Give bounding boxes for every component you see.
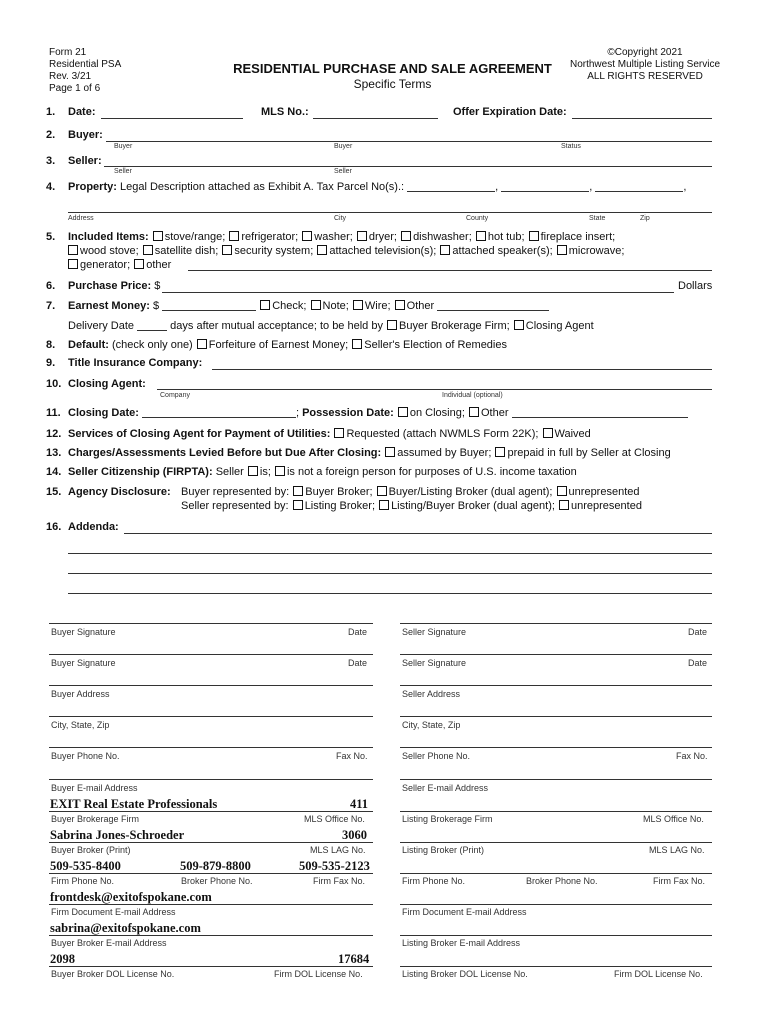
- checkbox[interactable]: [229, 231, 239, 241]
- broker-dol-label: Buyer Broker DOL License No.: [51, 969, 175, 979]
- item-1: 1. Date:: [46, 106, 96, 118]
- copyright-rights: ALL RIGHTS RESERVED: [587, 71, 703, 82]
- seller-city-label: City, State, Zip: [402, 720, 461, 730]
- buyer-phone-line[interactable]: [49, 747, 373, 748]
- state-sub: State: [589, 215, 606, 222]
- buyer-address-line[interactable]: [49, 685, 373, 686]
- page-number: Page 1 of 6: [49, 83, 101, 94]
- listing-mls-office-label: MLS Office No.: [643, 814, 704, 824]
- mls-label: MLS No.:: [261, 106, 309, 118]
- copyright-org: Northwest Multiple Listing Service: [569, 59, 721, 70]
- firm-email-label: Firm Document E-mail Address: [51, 907, 176, 917]
- utilities-label: Services of Closing Agent for Payment of Utilities:: [68, 428, 331, 440]
- earnest-money-label: Earnest Money:: [68, 300, 150, 312]
- title-insurance-label: Title Insurance Company:: [68, 357, 203, 369]
- seller-signature-line-2[interactable]: [400, 654, 712, 655]
- page-title: RESIDENTIAL PURCHASE AND SALE AGREEMENT: [233, 61, 552, 76]
- zip-sub: Zip: [640, 215, 650, 222]
- checkbox[interactable]: [197, 339, 207, 349]
- checkbox[interactable]: [387, 320, 397, 330]
- mls-lag-value: 3060: [342, 828, 367, 842]
- closing-agent-label: Closing Agent:: [68, 378, 146, 390]
- county-sub: County: [466, 215, 489, 222]
- item-3: 3. Seller:: [46, 155, 102, 167]
- checkbox[interactable]: [311, 300, 321, 310]
- checkbox[interactable]: [401, 231, 411, 241]
- seller-signature-label-1: Seller Signature: [402, 627, 467, 637]
- offer-expiration-field[interactable]: [572, 118, 712, 119]
- agency-label: Agency Disclosure:: [68, 486, 171, 498]
- mls-field[interactable]: [313, 118, 438, 119]
- checkbox[interactable]: [153, 231, 163, 241]
- checkbox[interactable]: [260, 300, 270, 310]
- listing-phones-line[interactable]: [400, 873, 712, 874]
- buyer-represented: Buyer represented by: Buyer Broker; Buyer/Listing Broker (dual agent); unrepresented: [181, 486, 640, 498]
- dol-line[interactable]: [49, 966, 373, 967]
- checkbox[interactable]: [357, 231, 367, 241]
- listing-firm-label: Listing Brokerage Firm: [402, 814, 493, 824]
- listing-firm-dol-label: Firm DOL License No.: [614, 969, 703, 979]
- date-label-1: Date: [348, 627, 368, 637]
- item-6: 6. Purchase Price: $: [46, 280, 161, 292]
- copyright-line: ©Copyright 2021: [607, 47, 683, 58]
- seller-city-line[interactable]: [400, 716, 712, 717]
- broker-email-value: sabrina@exitofspokane.com: [50, 921, 201, 935]
- checkbox[interactable]: [476, 231, 486, 241]
- buyer-email-label: Buyer E-mail Address: [51, 783, 138, 793]
- firm-email-line[interactable]: [49, 904, 373, 905]
- form-number: Form 21: [49, 47, 87, 58]
- buyer-firm-value: EXIT Real Estate Professionals: [50, 797, 218, 811]
- buyer-sub-2: Buyer: [334, 143, 353, 150]
- checkbox[interactable]: [248, 466, 258, 476]
- buyer-label: Buyer:: [68, 129, 103, 141]
- listing-firm-fax-label: Firm Fax No.: [653, 876, 706, 886]
- firm-dol-label: Firm DOL License No.: [274, 969, 363, 979]
- purchase-price-label: Purchase Price:: [68, 280, 152, 292]
- listing-dol-label: Listing Broker DOL License No.: [402, 969, 528, 979]
- company-sub: Company: [160, 392, 190, 399]
- checkbox[interactable]: [495, 447, 505, 457]
- closing-date-label: Closing Date:: [68, 407, 139, 419]
- offer-expiration-label: Offer Expiration Date:: [453, 106, 567, 118]
- addenda-label: Addenda:: [68, 521, 119, 533]
- seller-address-line[interactable]: [400, 685, 712, 686]
- city-sub: City: [334, 215, 347, 222]
- page-subtitle: Specific Terms: [353, 77, 432, 91]
- buyer-signature-line-1[interactable]: [49, 623, 373, 624]
- form-revision: Rev. 3/21: [49, 71, 92, 82]
- buyer-address-label: Buyer Address: [51, 689, 110, 699]
- seller-field[interactable]: [104, 166, 712, 167]
- addenda-line-4[interactable]: [68, 593, 712, 594]
- seller-label: Seller:: [68, 155, 102, 167]
- buyer-signature-label-2: Buyer Signature: [51, 658, 116, 668]
- checkbox[interactable]: [395, 300, 405, 310]
- title-insurance-field[interactable]: [212, 369, 712, 370]
- checkbox[interactable]: [302, 231, 312, 241]
- seller-address-label: Seller Address: [402, 689, 461, 699]
- checkbox[interactable]: [68, 245, 78, 255]
- buyer-phone-label: Buyer Phone No.: [51, 751, 120, 761]
- seller-email-line[interactable]: [400, 779, 712, 780]
- item-5-row-2: wood stove; satellite dish; security system; attached television(s); attached speaker(s); microwave;: [67, 245, 624, 257]
- delivery-line: Delivery Date days after mutual acceptance; to be held by Buyer Brokerage Firm; Closing Agent: [68, 320, 594, 332]
- buyer-signature-line-2[interactable]: [49, 654, 373, 655]
- broker-email-line[interactable]: [49, 935, 373, 936]
- seller-phone-label: Seller Phone No.: [402, 751, 471, 761]
- buyer-broker-line[interactable]: [49, 842, 373, 843]
- checkbox[interactable]: [529, 231, 539, 241]
- listing-broker-label: Listing Broker (Print): [402, 845, 485, 855]
- listing-firm-email-label: Firm Document E-mail Address: [402, 907, 527, 917]
- checkbox[interactable]: [379, 500, 389, 510]
- buyer-status: Status: [561, 143, 581, 150]
- broker-phone-label: Broker Phone No.: [181, 876, 253, 886]
- listing-broker-line[interactable]: [400, 842, 712, 843]
- checkbox[interactable]: [334, 428, 344, 438]
- included-items-label: Included Items:: [68, 231, 149, 243]
- checkbox[interactable]: [134, 259, 144, 269]
- checkbox[interactable]: [222, 245, 232, 255]
- possession-other-field[interactable]: [512, 407, 688, 418]
- checkbox[interactable]: [385, 447, 395, 457]
- mls-office-label: MLS Office No.: [304, 814, 365, 824]
- property-address-field[interactable]: [68, 212, 712, 213]
- firm-phone-label: Firm Phone No.: [51, 876, 115, 886]
- listing-firm-line[interactable]: [400, 811, 712, 812]
- item-15: 15. Agency Disclosure:: [46, 486, 171, 498]
- addenda-line-1[interactable]: [124, 533, 712, 534]
- firm-dol-value: 17684: [338, 952, 370, 966]
- seller-phone-line[interactable]: [400, 747, 712, 748]
- individual-sub: Individual (optional): [442, 392, 503, 399]
- earnest-money-field[interactable]: [162, 300, 256, 311]
- charges-label: Charges/Assessments Levied Before but Due After Closing:: [68, 447, 382, 459]
- buyer-broker-label: Buyer Broker (Print): [51, 845, 131, 855]
- checkbox[interactable]: [514, 320, 524, 330]
- item-11: 11. Closing Date: ; Possession Date: on Closing; Other: [46, 407, 688, 419]
- checkbox[interactable]: [317, 245, 327, 255]
- property-text: Legal Description attached as Exhibit A. Tax Parcel No(s).:: [119, 181, 405, 193]
- date-label-2: Date: [348, 658, 368, 668]
- seller-signature-label-2: Seller Signature: [402, 658, 467, 668]
- listing-mls-lag-label: MLS LAG No.: [649, 845, 705, 855]
- buyer-signature-label-1: Buyer Signature: [51, 627, 116, 637]
- listing-email-label: Listing Broker E-mail Address: [402, 938, 521, 948]
- seller-represented: Seller represented by: Listing Broker; Listing/Buyer Broker (dual agent); unrepresented: [181, 500, 642, 512]
- firm-email-value: frontdesk@exitofspokane.com: [50, 890, 212, 904]
- checkbox[interactable]: [557, 486, 567, 496]
- default-label: Default:: [68, 339, 109, 351]
- buyer-firm-line[interactable]: [49, 811, 373, 812]
- checkbox[interactable]: [293, 500, 303, 510]
- firm-fax-value: 509-535-2123: [299, 859, 370, 873]
- listing-email-line[interactable]: [400, 935, 712, 936]
- broker-email-label: Buyer Broker E-mail Address: [51, 938, 167, 948]
- buyer-broker-value: Sabrina Jones-Schroeder: [50, 828, 185, 842]
- copyright-block: [560, 47, 730, 83]
- checkbox[interactable]: [377, 486, 387, 496]
- checkbox[interactable]: [275, 466, 285, 476]
- purchase-price-field[interactable]: [162, 292, 674, 293]
- item-10: 10. Closing Agent:: [46, 378, 146, 390]
- date-label-3: Date: [688, 627, 708, 637]
- item-13: 13. Charges/Assessments Levied Before but Due After Closing: assumed by Buyer; prepaid in full by Seller at Closing: [46, 447, 671, 459]
- item-8: 8. Default: (check only one) Forfeiture of Earnest Money; Seller's Election of Remedies: [46, 339, 507, 351]
- phones-line[interactable]: [49, 873, 373, 874]
- item-7: 7. Earnest Money: $ Check; Note; Wire; Other: [46, 300, 549, 312]
- item-14: 14. Seller Citizenship (FIRPTA): Seller is; is not a foreign person for purposes of U.S. income taxation: [46, 466, 577, 478]
- checkbox[interactable]: [68, 259, 78, 269]
- listing-firm-email-line[interactable]: [400, 904, 712, 905]
- date-label-4: Date: [688, 658, 708, 668]
- delivery-days-field[interactable]: [137, 320, 167, 331]
- item-2: 2. Buyer:: [46, 129, 103, 141]
- seller-sub-2: Seller: [334, 168, 352, 175]
- checkbox[interactable]: [557, 245, 567, 255]
- firm-phone-value: 509-535-8400: [50, 859, 121, 873]
- seller-signature-line-1[interactable]: [400, 623, 712, 624]
- checkbox[interactable]: [398, 407, 408, 417]
- other-items-field[interactable]: [188, 270, 712, 271]
- closing-agent-field[interactable]: [157, 389, 712, 390]
- item-12: 12. Services of Closing Agent for Payment of Utilities: Requested (attach NWMLS Form 22K); Waived: [46, 428, 591, 440]
- seller-email-label: Seller E-mail Address: [402, 783, 489, 793]
- checkbox[interactable]: [543, 428, 553, 438]
- broker-dol-value: 2098: [50, 952, 75, 966]
- broker-phone-value: 509-879-8800: [180, 859, 251, 873]
- possession-date-label: Possession Date:: [302, 407, 394, 419]
- listing-dol-line[interactable]: [400, 966, 712, 967]
- firpta-label: Seller Citizenship (FIRPTA):: [68, 466, 213, 478]
- form-name: Residential PSA: [49, 59, 122, 70]
- checkbox[interactable]: [559, 500, 569, 510]
- checkbox[interactable]: [143, 245, 153, 255]
- closing-date-field[interactable]: [142, 407, 296, 418]
- addenda-line-2[interactable]: [68, 553, 712, 554]
- checkbox[interactable]: [469, 407, 479, 417]
- listing-firm-phone-label: Firm Phone No.: [402, 876, 466, 886]
- buyer-city-label: City, State, Zip: [51, 720, 110, 730]
- checkbox[interactable]: [353, 300, 363, 310]
- item-4: 4. Property: Legal Description attached as Exhibit A. Tax Parcel No(s).: , , ,: [46, 181, 687, 193]
- item-16: 16. Addenda:: [46, 521, 119, 533]
- addenda-line-3[interactable]: [68, 573, 712, 574]
- buyer-city-line[interactable]: [49, 716, 373, 717]
- mls-office-value: 411: [350, 797, 369, 811]
- firm-fax-label: Firm Fax No.: [313, 876, 366, 886]
- checkbox[interactable]: [440, 245, 450, 255]
- checkbox[interactable]: [352, 339, 362, 349]
- dollars-label: Dollars: [678, 280, 713, 292]
- address-sub: Address: [68, 215, 94, 222]
- buyer-firm-label: Buyer Brokerage Firm: [51, 814, 140, 824]
- checkbox[interactable]: [293, 486, 303, 496]
- buyer-email-line[interactable]: [49, 779, 373, 780]
- earnest-other-field[interactable]: [437, 300, 549, 311]
- date-field[interactable]: [101, 118, 243, 119]
- item-5-row-3: generator; other: [67, 259, 171, 271]
- buyer-fax-label: Fax No.: [336, 751, 368, 761]
- buyer-sub-1: Buyer: [114, 143, 133, 150]
- listing-broker-phone-label: Broker Phone No.: [526, 876, 598, 886]
- item-9: 9. Title Insurance Company:: [46, 357, 203, 369]
- date-label: Date:: [68, 106, 96, 118]
- seller-fax-label: Fax No.: [676, 751, 708, 761]
- mls-lag-label: MLS LAG No.: [310, 845, 366, 855]
- property-label: Property:: [68, 181, 117, 193]
- seller-sub-1: Seller: [114, 168, 132, 175]
- item-5: 5. Included Items: stove/range; refrigerator; washer; dryer; dishwasher; hot tub; fireplace insert;: [46, 231, 616, 243]
- buyer-field[interactable]: [106, 141, 712, 142]
